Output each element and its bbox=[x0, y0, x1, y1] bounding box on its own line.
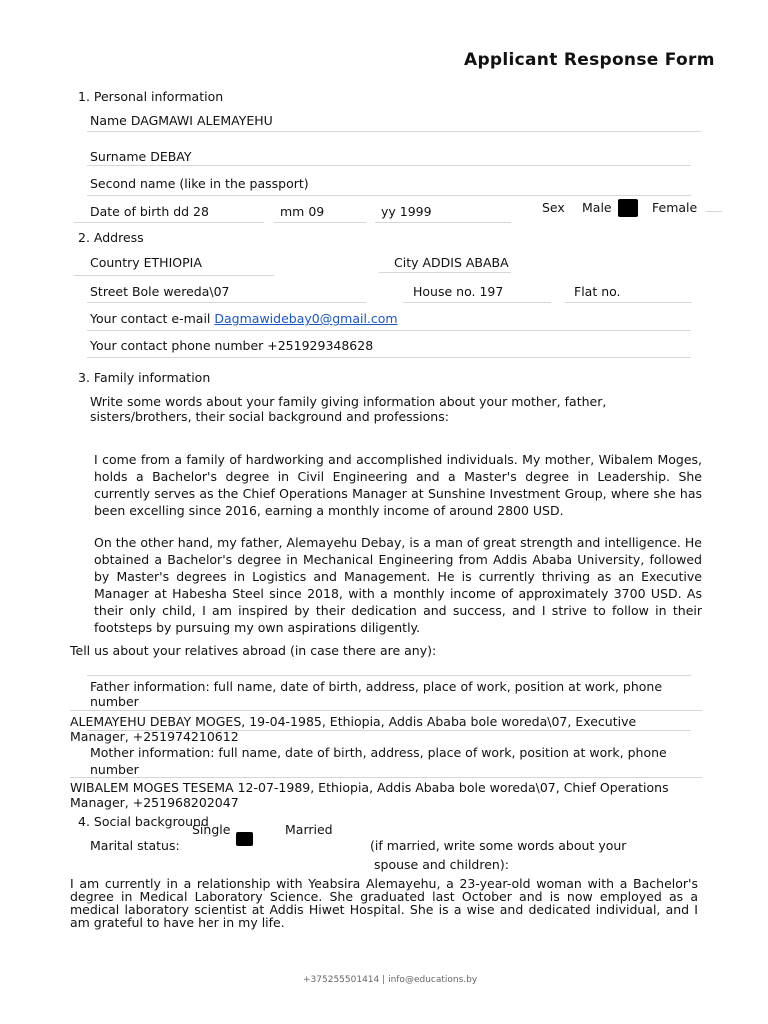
section-heading-family: 3. Family information bbox=[78, 370, 211, 385]
marital-single-checkbox[interactable] bbox=[236, 832, 253, 846]
footer-contact bbox=[303, 975, 477, 985]
flat-underline bbox=[565, 302, 692, 303]
sex-female-label: Female bbox=[652, 200, 698, 215]
father-info-label-underline bbox=[70, 710, 702, 711]
sex-male-label: Male bbox=[582, 200, 612, 215]
street-underline bbox=[87, 302, 366, 303]
mother-info-value[interactable]: WIBALEM MOGES TESEMA 12-07-1989, Ethiopia, Addis Ababa bole woreda\07, Chief Operations Manager, +251968202047 bbox=[70, 780, 669, 810]
father-info-underline bbox=[87, 730, 691, 731]
family-prompt: Write some words about your family giving information about your mother, father, sisters/brothers, their social background and professions: bbox=[90, 394, 607, 424]
email-underline bbox=[87, 330, 691, 331]
house-field[interactable]: House no. 197 bbox=[413, 284, 504, 299]
email-link[interactable]: Dagmawidebay0@gmail.com bbox=[214, 311, 398, 326]
email-label: Your contact e-mail bbox=[90, 311, 211, 326]
section-heading-address: 2. Address bbox=[78, 230, 144, 245]
sex-label: Sex bbox=[542, 200, 565, 215]
marital-married-label: Married bbox=[285, 822, 333, 837]
city-underline bbox=[379, 272, 511, 273]
section-heading-personal: 1. Personal information bbox=[78, 89, 224, 104]
sex-female-checkbox[interactable] bbox=[706, 211, 722, 212]
phone-field[interactable]: Your contact phone number +251929348628 bbox=[90, 338, 374, 353]
form-title: Applicant Response Form bbox=[464, 50, 715, 70]
sex-male-checkbox[interactable] bbox=[618, 199, 638, 217]
flat-field[interactable]: Flat no. bbox=[574, 284, 621, 299]
if-married-note: (if married, write some words about your bbox=[370, 838, 627, 853]
second-name-underline bbox=[87, 195, 691, 196]
street-field[interactable]: Street Bole wereda\07 bbox=[90, 284, 230, 299]
dob-day-underline bbox=[74, 222, 264, 223]
phone-underline bbox=[87, 357, 691, 358]
second-name-field[interactable]: Second name (like in the passport) bbox=[90, 176, 309, 191]
family-paragraph-mother[interactable]: I come from a family of hardworking and accomplished individuals. My mother, Wibalem Moges, holds a Bachelor's degree in Civil Engineering and a Master's degree in Leadership. She currently serves as the Chief Operations Manager at Sunshine Investment Group, where she has been excelling since 2016, earning a monthly income of around 2800 USD. bbox=[94, 452, 702, 518]
mother-info-label: Mother information: full name, date of birth, address, place of work, position at work, phone number bbox=[90, 745, 667, 777]
mother-info-label-underline bbox=[70, 777, 702, 778]
country-field[interactable]: Country ETHIOPIA bbox=[90, 255, 202, 270]
email-row bbox=[90, 311, 398, 326]
footer-separator: | bbox=[382, 975, 386, 985]
surname-underline bbox=[87, 165, 691, 166]
father-info-value[interactable]: ALEMAYEHU DEBAY MOGES, 19-04-1985, Ethiopia, Addis Ababa bole woreda\07, Executive Manager, +251974210612 bbox=[70, 714, 637, 744]
section-heading-social: 4. Social background bbox=[78, 814, 209, 829]
name-field[interactable]: Name DAGMAWI ALEMAYEHU bbox=[90, 113, 273, 128]
family-paragraph-father[interactable]: On the other hand, my father, Alemayehu Debay, is a man of great strength and intelligence. He obtained a Bachelor's degree in Mechanical Engineering from Addis Ababa University, followed by Master's degrees in Logistics and Management. He is currently thriving as an Executive Manager at Habesha Steel since 2018, with a monthly income of approximately 3700 USD. As their only child, I am inspired by their dedication and success, and I strive to follow in their footsteps by pursuing my own aspirations diligently. bbox=[94, 535, 702, 635]
city-field[interactable]: City ADDIS ABABA bbox=[394, 255, 509, 270]
surname-field[interactable]: Surname DEBAY bbox=[90, 149, 192, 164]
father-info-label: Father information: full name, date of birth, address, place of work, position at work, phone number bbox=[90, 679, 663, 709]
footer-email[interactable]: info@educations.by bbox=[388, 975, 478, 985]
house-underline bbox=[403, 302, 551, 303]
name-underline bbox=[87, 131, 701, 132]
spouse-children-note: spouse and children): bbox=[374, 857, 509, 872]
marital-status-label: Marital status: bbox=[90, 838, 180, 853]
relatives-prompt: Tell us about your relatives abroad (in case there are any): bbox=[70, 643, 437, 658]
relatives-underline bbox=[87, 675, 691, 676]
footer-phone: +375255501414 bbox=[303, 975, 380, 985]
dob-year-underline bbox=[375, 222, 511, 223]
country-underline bbox=[74, 275, 274, 276]
dob-year-field[interactable]: yy 1999 bbox=[381, 204, 432, 219]
marital-single-label: Single bbox=[192, 822, 231, 837]
dob-month-underline bbox=[274, 222, 366, 223]
relationship-paragraph[interactable]: I am currently in a relationship with Yeabsira Alemayehu, a 23-year-old woman with a Bachelor's degree in Medical Laboratory Science. She graduated last October and is now employed as a medical laboratory scientist at Addis Hiwet Hospital. She is a wise and dedicated individual, and I am grateful to have her in my life. bbox=[70, 876, 698, 930]
dob-month-field[interactable]: mm 09 bbox=[280, 204, 325, 219]
dob-day-field[interactable]: Date of birth dd 28 bbox=[90, 204, 209, 219]
